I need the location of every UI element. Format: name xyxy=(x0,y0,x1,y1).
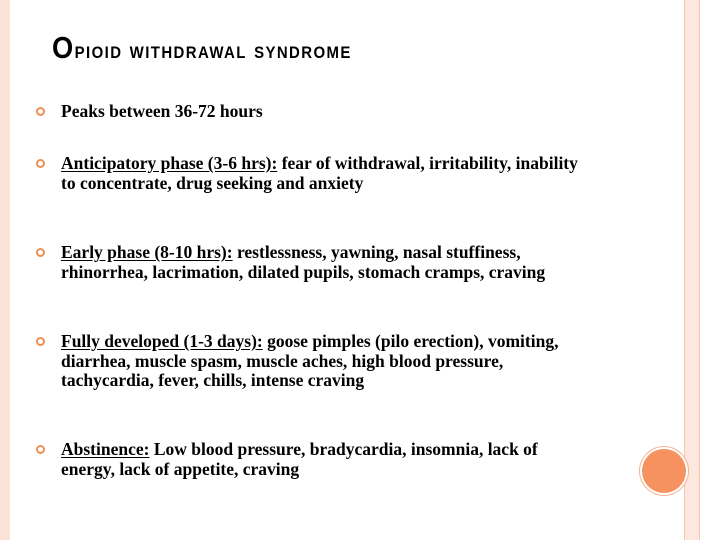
bullet-marker-icon xyxy=(36,337,45,346)
bullet-body: Low blood pressure, bradycardia, insomnia, lack of energy, lack of appetite, craving xyxy=(61,439,538,479)
accent-circle xyxy=(642,449,686,493)
right-frame-bar xyxy=(684,0,700,540)
bullet-text xyxy=(61,332,596,391)
bullet-label: Abstinence: xyxy=(61,439,150,459)
bullet-item-peaks xyxy=(36,102,596,122)
bullet-body: restlessness, yawning, nasal stuffiness, rhinorrhea, lacrimation, dilated pupils, stomach cramps, craving xyxy=(61,242,546,282)
bullet-marker-icon xyxy=(36,159,45,168)
bullet-marker-icon xyxy=(36,248,45,257)
bullet-marker-icon xyxy=(36,445,45,454)
title-initial: O xyxy=(52,30,75,65)
slide-title xyxy=(52,30,352,66)
bullet-body: fear of withdrawal, irritability, inability to concentrate, drug seeking and anxiety xyxy=(61,153,578,193)
left-frame-bar xyxy=(0,0,10,540)
bullet-item-early xyxy=(36,243,596,282)
bullet-label: Fully developed (1-3 days): xyxy=(61,331,263,351)
title-rest: pioid withdrawal syndrome xyxy=(74,37,352,64)
bullet-marker-icon xyxy=(36,107,45,116)
bullet-text xyxy=(61,440,596,479)
bullet-text xyxy=(61,154,596,193)
bullet-item-abstinence xyxy=(36,440,596,479)
bullet-text xyxy=(61,243,596,282)
bullet-item-anticipatory xyxy=(36,154,596,193)
bullet-body: Peaks between 36-72 hours xyxy=(61,101,263,121)
bullet-label: Early phase (8-10 hrs): xyxy=(61,242,233,262)
bullet-text xyxy=(61,102,596,122)
bullet-label: Anticipatory phase (3-6 hrs): xyxy=(61,153,278,173)
bullet-body: goose pimples (pilo erection), vomiting, diarrhea, muscle spasm, muscle aches, high blood pressure, tachycardia, fever, chills, intense craving xyxy=(61,331,559,390)
bullet-item-fully-developed xyxy=(36,332,596,391)
